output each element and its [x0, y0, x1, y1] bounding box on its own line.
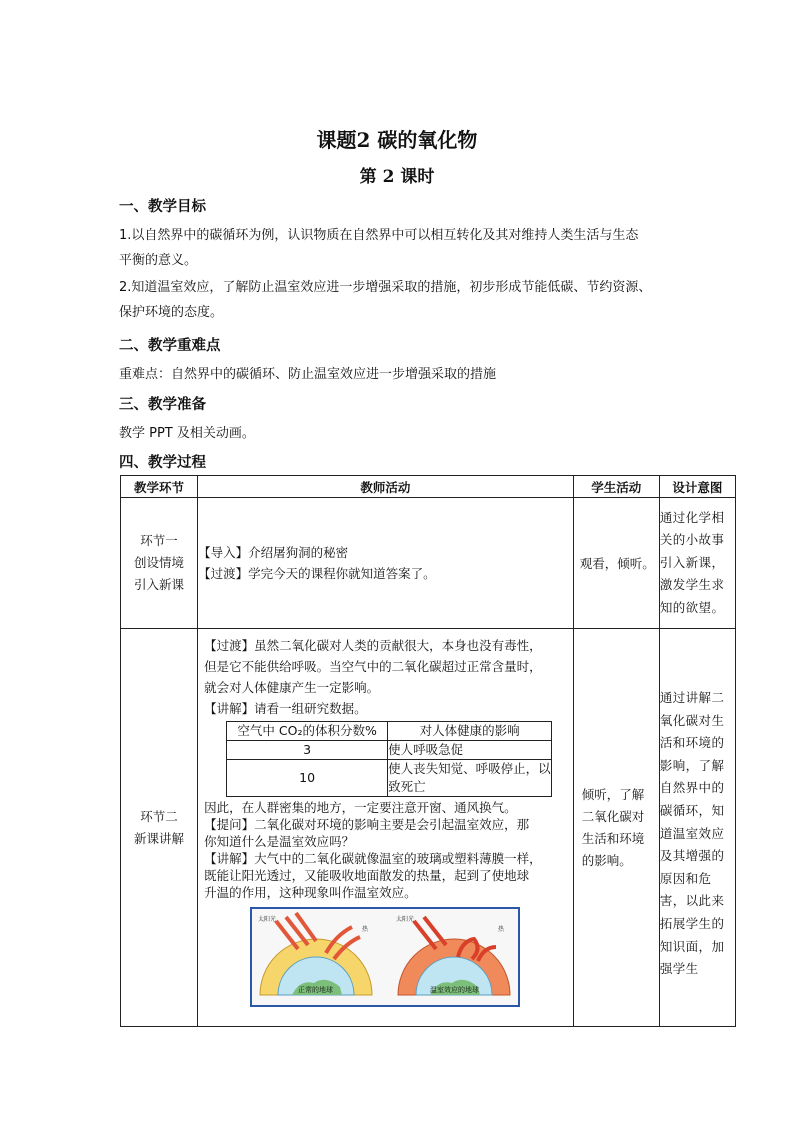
inner-row	[227, 741, 552, 760]
teaching-process-table	[120, 475, 736, 1027]
table-row	[121, 629, 736, 1027]
stage-cell	[121, 498, 198, 629]
inner-cell: 使人丧失知觉、呼吸停止，以致死亡	[388, 760, 552, 797]
student-activity-cell: 倾听，了解二氧化碳对生活和环境的影响。	[573, 629, 659, 1027]
stage-line: 新课讲解	[134, 830, 185, 846]
stage-line: 环节二	[140, 808, 178, 824]
greenhouse-illustration	[252, 909, 518, 1005]
teacher-line: 就会对人体健康产生一定影响。	[204, 680, 380, 695]
inner-cell: 使人呼吸急促	[388, 741, 552, 760]
stage-cell	[121, 629, 198, 1027]
design-intent-cell: 通过化学相关的小故事引入新课，激发学生求知的欲望。	[659, 498, 735, 629]
label-sun-right: 太阳光	[396, 916, 415, 923]
prep-text: 教学 PPT 及相关动画。	[119, 426, 255, 441]
teacher-line: 既能让阳光透过，又能吸收地面散发的热量，起到了使地球	[204, 868, 530, 883]
inner-header: 对人体健康的影响	[388, 722, 552, 741]
inner-header: 空气中 CO₂的体积分数%	[227, 722, 388, 741]
section-heading-keypoints: 二、教学重难点	[119, 338, 221, 354]
stage-line: 创设情境	[134, 555, 185, 570]
inner-row	[227, 760, 552, 797]
teacher-line: 但是它不能供给呼吸。当空气中的二氧化碳超过正常含量时，	[204, 659, 542, 674]
label-sun-left: 太阳光	[258, 916, 277, 923]
inner-cell: 3	[227, 741, 388, 760]
teacher-line: 【过渡】学完今天的课程你就知道答案了。	[198, 566, 436, 581]
teacher-line: 【提问】二氧化碳对环境的影响主要是会引起温室效应，那	[204, 817, 530, 832]
design-intent-cell: 通过讲解二氧化碳对生活和环境的影响，了解自然界中的碳循环，知道温室效应及其增强的原因和危害，以此来拓展学生的知识面，加强学生	[659, 629, 735, 1027]
table-row	[121, 498, 736, 629]
section-heading-goals: 一、教学目标	[119, 199, 206, 215]
header-stage: 教学环节	[121, 476, 198, 498]
inner-cell: 10	[227, 760, 388, 797]
header-student: 学生活动	[573, 476, 659, 498]
table-header-row	[121, 476, 736, 498]
label-heat-right: 热	[498, 926, 505, 933]
teacher-line: 【过渡】虽然二氧化碳对人类的贡献很大，本身也没有毒性，	[204, 638, 542, 653]
stage-line: 引入新课	[134, 577, 185, 592]
student-activity-cell: 观看，倾听。	[573, 498, 659, 629]
goal-1-line-1: 1.以自然界中的碳循环为例，认识物质在自然界中可以相互转化及其对维持人类生活与生态	[119, 228, 639, 243]
header-teacher: 教师活动	[198, 476, 574, 498]
greenhouse-effect-figure	[250, 907, 520, 1007]
teacher-line: 【讲解】大气中的二氧化碳就像温室的玻璃或塑料薄膜一样，	[204, 851, 542, 866]
keypoint-text: 重难点：自然界中的碳循环、防止温室效应进一步增强采取的措施	[119, 367, 497, 382]
section-heading-prep: 三、教学准备	[119, 397, 206, 413]
co2-data-table	[226, 721, 552, 797]
section-heading-process: 四、教学过程	[119, 455, 206, 471]
stage-line: 环节一	[140, 533, 178, 548]
teacher-line: 【导入】介绍屠狗洞的秘密	[198, 545, 349, 560]
teacher-line: 你知道什么是温室效应吗？	[204, 834, 355, 849]
label-heat-left: 热	[362, 926, 369, 933]
teacher-line: 【讲解】请看一组研究数据。	[204, 701, 367, 716]
page-title: 课题2 碳的氧化物	[316, 128, 478, 152]
caption-greenhouse-earth: 温室效应的地球	[430, 986, 480, 994]
goal-2-line-2: 保护环境的态度。	[119, 305, 224, 320]
header-intent: 设计意图	[659, 476, 735, 498]
page-subtitle: 第 2 课时	[359, 167, 435, 187]
inner-header-row	[227, 722, 552, 741]
teacher-line: 升温的作用，这种现象叫作温室效应。	[204, 885, 417, 900]
goal-1-line-2: 平衡的意义。	[119, 253, 198, 268]
goal-2-line-1: 2.知道温室效应，了解防止温室效应进一步增强采取的措施，初步形成节能低碳、节约资源、	[119, 280, 652, 295]
teacher-line: 因此，在人群密集的地方，一定要注意开窗、通风换气。	[204, 800, 517, 815]
teacher-activity-cell	[198, 498, 574, 629]
caption-normal-earth: 正常的地球	[298, 986, 334, 994]
teacher-activity-cell	[198, 629, 574, 1027]
